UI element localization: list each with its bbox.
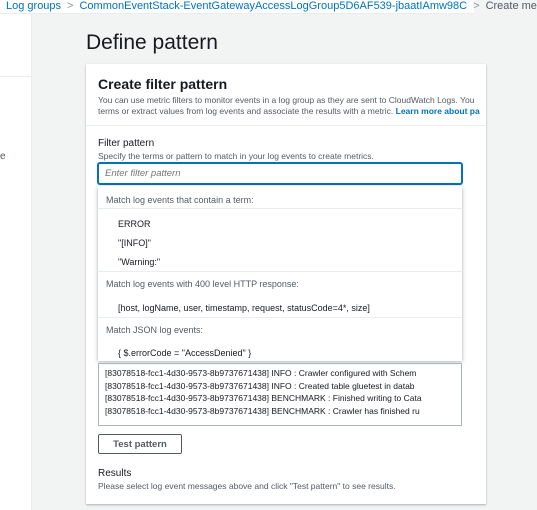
suggestion-group-http-label: Match log events with 400 level HTTP response: <box>106 279 299 289</box>
side-navigation <box>0 14 32 510</box>
breadcrumb-separator-icon: > <box>67 0 74 12</box>
suggestion-group-divider <box>98 271 462 272</box>
panel-description-line-1: You can use metric filters to monitor events in a log group as they are sent to CloudWatch Logs. You <box>98 95 475 105</box>
page-title: Define pattern <box>86 31 218 54</box>
panel-header-divider <box>86 125 486 126</box>
suggestion-item-info[interactable]: "[INFO]" <box>118 238 151 248</box>
suggestion-item-error[interactable]: ERROR <box>118 219 151 229</box>
suggestion-group-json-label: Match JSON log events: <box>106 325 204 335</box>
top-breadcrumb-bar <box>0 0 537 14</box>
panel-description-line-2: terms or extract values from log events and associate the results with a metric. <box>98 106 394 116</box>
learn-more-link[interactable]: Learn more about pa <box>395 106 480 116</box>
suggestion-group-divider <box>98 317 462 318</box>
create-filter-pattern-panel <box>86 64 486 504</box>
breadcrumb-current: Create me <box>485 0 537 12</box>
log-event-line[interactable]: [83078518-fcc1-4d30-9573-8b9737671438] INFO : Crawler configured with Schem <box>105 368 417 378</box>
side-navigation-divider <box>0 76 32 77</box>
breadcrumb <box>6 0 537 13</box>
suggestion-group-term-label: Match log events that contain a term: <box>106 195 254 205</box>
side-navigation-item-fragment[interactable]: e <box>0 151 6 162</box>
breadcrumb-separator-icon: > <box>473 0 480 12</box>
suggestion-item-warning[interactable]: "Warning:" <box>118 257 161 267</box>
suggestion-item-http-400[interactable]: [host, logName, user, timestamp, request, statusCode=4*, size] <box>118 303 370 313</box>
test-pattern-button[interactable]: Test pattern <box>98 434 182 454</box>
filter-pattern-input[interactable] <box>98 163 462 184</box>
log-event-line[interactable]: [83078518-fcc1-4d30-9573-8b9737671438] BENCHMARK : Crawler has finished ru <box>105 405 420 416</box>
suggestion-item-json-error-code[interactable]: { $.errorCode = "AccessDenied" } <box>118 348 252 358</box>
log-events-sample-box[interactable] <box>98 363 462 426</box>
results-heading: Results <box>98 468 132 479</box>
panel-title: Create filter pattern <box>98 76 228 92</box>
log-event-line[interactable]: [83078518-fcc1-4d30-9573-8b9737671438] BENCHMARK : Finished writing to Cata <box>105 393 422 403</box>
filter-pattern-description: Specify the terms or pattern to match in your log events to create metrics. <box>98 151 374 161</box>
suggestion-group-divider <box>98 208 462 209</box>
filter-pattern-suggestions-dropdown <box>98 186 462 361</box>
log-event-line[interactable]: [83078518-fcc1-4d30-9573-8b9737671438] INFO : Created table gluetest in datab <box>105 380 415 391</box>
filter-pattern-label: Filter pattern <box>98 138 155 149</box>
breadcrumb-log-group-name[interactable]: CommonEventStack-EventGatewayAccessLogGroup5D6AF539-jbaatIAmw98C <box>79 0 468 12</box>
panel-description <box>98 95 488 117</box>
results-description: Please select log event messages above and click "Test pattern" to see results. <box>98 481 396 491</box>
breadcrumb-log-groups[interactable]: Log groups <box>6 0 62 12</box>
